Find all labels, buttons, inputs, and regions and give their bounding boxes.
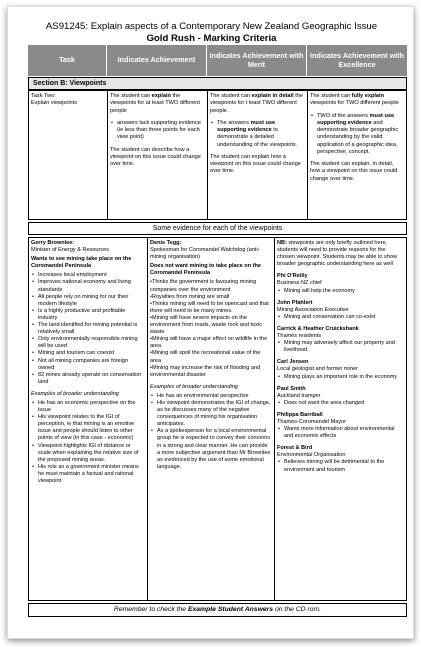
stance: Wants to see mining take place on the Coromandel Peninsula xyxy=(31,256,132,270)
text: TWO of the answers xyxy=(317,112,370,119)
list-item: •Thinks the government is favouring mining companies over the environment xyxy=(150,279,257,293)
header-excellence: Indicates Achievement with Excellence xyxy=(307,45,407,76)
person-name xyxy=(31,240,144,247)
text: The answers xyxy=(217,119,251,126)
person-role: Environmental Organisation xyxy=(277,452,346,459)
person-role: Local geologist and former miner xyxy=(277,366,358,373)
excellence-bullet xyxy=(310,113,404,157)
list-item: • As a spokesperson for a local environmental group he is expected to convey their concerns in a strong and clear manner. He can provide a more subjective argument than Mr Brownlee as evidenced by the use of some emotional language. xyxy=(150,428,271,471)
viewpoint-others xyxy=(274,237,407,477)
list-item: • He has an environmental perspective xyxy=(150,393,271,400)
list-item: •Royalties from mining are small xyxy=(150,293,230,300)
list-item: • Believes mining will be detrimental to the environment and tourism xyxy=(277,459,404,473)
text: The student can xyxy=(210,93,252,99)
list-item: • His viewpoint relates to the IGI of perception, ie that mining is an emotive issue and people should listen to other points of view (in this case - economic) xyxy=(31,414,144,442)
people-list xyxy=(277,273,404,473)
list-item: • His role as a government minister means he must maintain a factual and rational viewpoint xyxy=(31,464,144,485)
person-name: Paul Smith xyxy=(277,385,306,392)
footer-reminder xyxy=(28,603,407,617)
achieved-statement xyxy=(110,93,204,115)
emphasis: explain xyxy=(151,93,171,99)
criteria-merit xyxy=(207,91,307,178)
person-name: Carrick & Heather Cruickshank xyxy=(277,325,359,332)
list-item: •Mining will have severe impacts on the environment from roads, waste rock and toxic waste xyxy=(150,314,262,336)
person-entry xyxy=(277,359,404,380)
list-item: •Mining may increase the risk of flooding and environmental disaster xyxy=(150,364,261,378)
list-item: • The land identified for mining potential is relatively small xyxy=(31,322,144,336)
header-task: Task xyxy=(28,45,107,76)
merit-statement xyxy=(210,93,304,115)
person-name: Forest & Bird xyxy=(277,445,313,452)
person-entry xyxy=(277,445,404,473)
emphasis: must use supporting evidence xyxy=(217,119,276,134)
merit-note: The student can explain how a viewpoint on this issue could change over time. xyxy=(210,153,301,175)
broader-heading: Examples of broader understanding xyxy=(31,390,119,397)
list-item: • Wants more information about environmental and economic effects xyxy=(277,426,404,440)
person-role: Business NZ chief xyxy=(277,280,322,287)
name-text: Gerry Brownlee: xyxy=(31,240,75,246)
person-role: Thames-Coromandel Mayor xyxy=(277,418,347,425)
list-item: •Mining will spoil the recreational value of the area xyxy=(150,350,261,364)
person-name: Philippa Barriball xyxy=(277,411,323,418)
text: the viewpoints for at least TWO different people xyxy=(110,93,200,114)
viewpoint-brownlee xyxy=(28,237,147,488)
list-item: • Not all mining companies are foreign owned xyxy=(31,358,144,372)
stance: Does not want mining to take place on the Coromandel Peninsula xyxy=(150,263,261,277)
list-item: • Only environmentally responsible mining will be used xyxy=(31,336,144,350)
person-role: Spokesman for Coromandel Watchdog (anti-mining organisation) xyxy=(150,247,260,261)
person-entry xyxy=(277,386,404,407)
broader-list xyxy=(150,393,271,471)
list-item: • Mining may adversely affect our property and livelihood xyxy=(277,340,404,354)
viewpoint-tegg xyxy=(147,237,274,474)
marking-criteria-sheet xyxy=(7,6,414,639)
points-list xyxy=(31,272,144,386)
list-item: • Mining plays an important role in the economy xyxy=(277,374,404,381)
list-item: • Increases local employment xyxy=(31,272,144,279)
nb-note xyxy=(277,240,404,268)
list-item: • 82 mines already operate on conservation land xyxy=(31,372,144,386)
list-item: •Thinks mining will need to be opencast and that there will need to be many mines. xyxy=(150,300,269,314)
text: The student can xyxy=(310,93,352,99)
list-item: •Mining will have a major effect on wildlife in the area xyxy=(150,336,268,350)
person-entry xyxy=(277,326,404,354)
text: Remember to check the xyxy=(113,606,188,613)
criteria-excellence xyxy=(307,91,407,185)
nb-label: NB: xyxy=(277,240,287,246)
person-entry xyxy=(277,300,404,321)
text: viewpoints for TWO different people xyxy=(310,100,399,107)
document-subtitle: Gold Rush - Marking Criteria xyxy=(146,33,277,44)
points-list xyxy=(150,279,271,378)
header-merit: Indicates Achievement with Merit xyxy=(207,45,307,76)
criteria-task xyxy=(28,91,107,110)
person-name: Carl Jensen xyxy=(277,359,309,366)
achieved-note: The student can describe how a viewpoint on this issue could change over time. xyxy=(110,146,201,168)
list-item: • Mining and conservation can co-exist xyxy=(277,314,404,321)
person-name: Phi O'Reilly xyxy=(277,273,308,280)
list-item: • Is a highly productive and profitable industry xyxy=(31,308,144,322)
document-title: AS91245: Explain aspects of a Contemporary New Zealand Geographic Issue xyxy=(45,21,378,32)
criteria-achieved xyxy=(107,91,207,170)
list-item: • Viewpoint highlights IGI of distance or scale when explaining the relative size of the proposed mining areas. xyxy=(31,443,144,464)
excellence-note: The student can explain, in detail, how a viewpoint on this issue could change over time. xyxy=(310,161,398,182)
person-role: Mining Association Executive xyxy=(277,306,349,313)
text: on the CD rom. xyxy=(273,606,322,613)
person-role: Auckland tramper xyxy=(277,392,321,399)
text: the viewpoints for t least TWO different people. xyxy=(210,93,303,114)
broader-list xyxy=(31,400,144,485)
achieved-bullet: • answers lack supporting evidence (ie less than three points for each view point) xyxy=(110,120,204,142)
text: The student can xyxy=(110,93,152,99)
person-role: Minister of Energy & Resources xyxy=(31,247,109,254)
merit-bullet xyxy=(210,120,304,149)
person-name: John Pfahlert xyxy=(277,299,313,306)
broader-heading: Examples of broader understanding xyxy=(150,383,238,390)
list-item: • All people rely on mining for our their modern lifestyle xyxy=(31,294,144,308)
person-role: Thames residents xyxy=(277,333,322,340)
person-name xyxy=(150,240,271,247)
text: to demonstrate a detailed understanding of the viewpoints. xyxy=(217,127,298,148)
emphasis: Example Student Answers xyxy=(187,606,274,613)
list-item: • Mining and tourism can coexist xyxy=(31,350,144,357)
emphasis: explain in detail xyxy=(251,93,294,99)
task-number: Task Two: xyxy=(31,93,56,99)
list-item: • Mining will help the economy xyxy=(277,288,404,295)
section-label: Section B: Viewpoints xyxy=(28,77,407,90)
excellence-statement xyxy=(310,93,404,108)
list-item: • Improves national economy and living standards xyxy=(31,279,144,293)
list-item: • His viewpoint demonstrates the IGI of change, as he discusses many of the negative consequences of mining his organisation anticipates. xyxy=(150,400,271,428)
list-item: • Does not want the area changed xyxy=(277,400,404,407)
header-achieved: Indicates Achievement xyxy=(107,45,207,76)
evidence-band: Some evidence for each of the viewpoints xyxy=(28,222,407,235)
text: and demonstrate broader geographic understanding by the valid application of a geographic idea, perspective, concept. xyxy=(317,119,399,155)
task-name: Explain viewpoints xyxy=(31,100,78,107)
list-item: • He has an economic perspective on the issue xyxy=(31,400,144,414)
name-text: Denis Tegg: xyxy=(150,240,182,246)
person-entry xyxy=(277,273,404,294)
emphasis: must use supporting evidence xyxy=(317,112,395,126)
nb-text: viewpoints are only briefly outlined here, students will need to provide reasons for the chosen viewpoint. Students may be able to show broader geographic understanding here as well xyxy=(277,240,397,268)
emphasis: fully explain xyxy=(351,93,384,99)
person-entry xyxy=(277,412,404,440)
